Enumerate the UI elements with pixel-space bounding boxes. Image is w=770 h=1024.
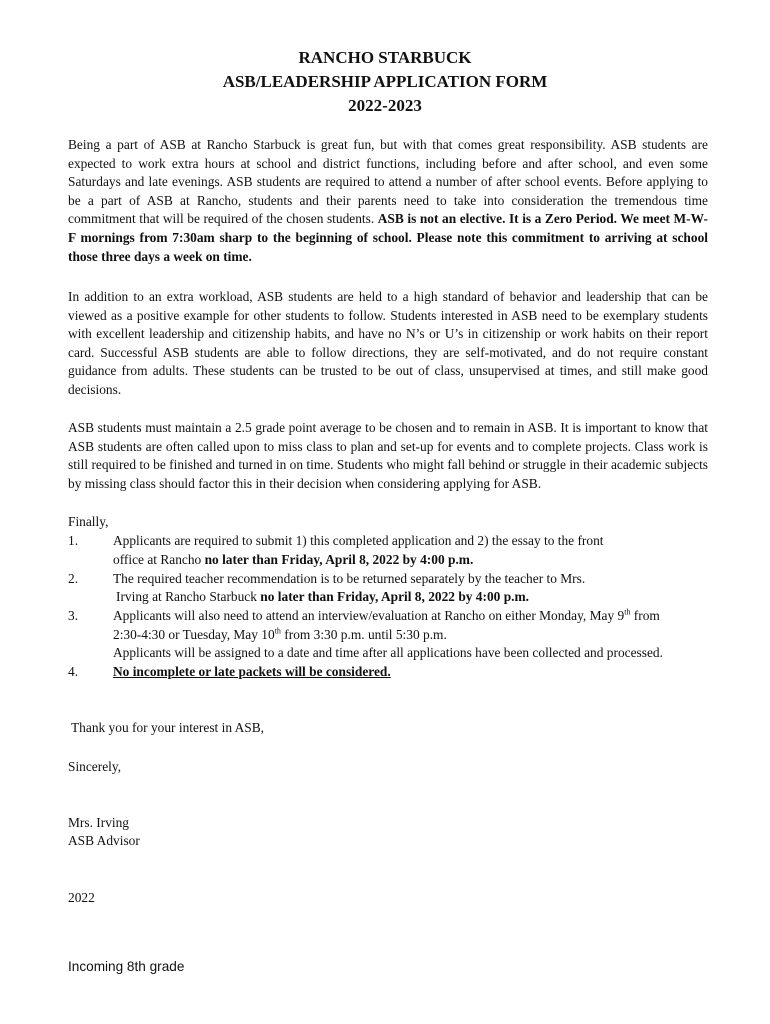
list-item-3-line1a: Applicants will also need to attend an interview/evaluation at Rancho on either Monday, May 9: [113, 608, 625, 623]
intro-text: Being a part of ASB at Rancho Starbuck is great fun, but with that comes great responsibility. ASB students are expected to work extra hours at school and district functions, including before and after school, and even some Saturdays and late evenings. ASB students are required to attend a number of after school events. Before applying to be a part of ASB at Rancho, students and their parents need to take into consideration the tremendous time commitment that will be required of the chosen students.: [68, 137, 708, 227]
list-item-3-sup2: th: [274, 626, 281, 636]
list-item-3-line2a: 2:30-4:30 or Tuesday, May 10: [113, 626, 275, 642]
list-item-2-text: Irving at Rancho Starbuck: [116, 589, 261, 604]
behavior-paragraph: In addition to an extra workload, ASB students are held to a high standard of behavior and leadership that can be viewed as a positive example for other students to follow. Students interested in ASB need to be exemplary students with excellent leadership and citizenship habits, and have no N’s or U’s in citizenship or work habits on their report card. Successful ASB students are able to follow directions, they are self-motivated, and do not require constant guidance from adults. These students can be trusted to be out of class, unsupervised at times, and still make good decisions.: [68, 289, 708, 397]
list-item-2-line2: [116, 588, 529, 607]
closing-thanks: Thank you for your interest in ASB,: [71, 720, 265, 735]
closing-sincerely: Sincerely,: [68, 759, 122, 774]
list-number-3: 3.: [68, 608, 79, 623]
list-item-1-line2: office at Rancho: [113, 551, 205, 567]
list-number-1: 1.: [68, 533, 79, 548]
intro-bold-text: ASB is not an elective. It is a Zero Period. We meet M-W-F mornings from 7:30am sharp to the beginning of school. Please note this commitment to arriving at school those three days a week on time.: [68, 211, 708, 264]
list-item-3-line3: Applicants will be assigned to a date and time after all applications have been collected and processed.: [113, 645, 663, 661]
form-year: 2022-2023: [348, 96, 422, 115]
list-item-3-line1b: from: [630, 608, 660, 623]
signer-name: Mrs. Irving: [68, 815, 129, 830]
signer-role: ASB Advisor: [68, 833, 140, 848]
list-item-3: [113, 607, 713, 663]
school-title: RANCHO STARBUCK: [298, 48, 472, 67]
list-item-3-sup1: th: [624, 607, 631, 617]
footer-year: 2022: [68, 890, 95, 905]
list-item-4-text: No incomplete or late packets will be considered.: [113, 664, 391, 679]
footer-grade: Incoming 8th grade: [68, 959, 185, 974]
form-title: ASB/LEADERSHIP APPLICATION FORM: [222, 72, 548, 91]
list-item-2-deadline: no later than Friday, April 8, 2022 by 4:00 p.m.: [260, 589, 529, 604]
list-item-4: [113, 663, 713, 682]
list-item-3-line2b: from 3:30 p.m. until 5:30 p.m.: [280, 626, 447, 642]
list-number-4: 4.: [68, 664, 79, 679]
gpa-paragraph: ASB students must maintain a 2.5 grade point average to be chosen and to remain in ASB. It is important to know that ASB students are often called upon to miss class to plan and set-up for events and to complete projects. Class work is still required to be finished and turned in on time. Students who might fall behind or struggle in their academic subjects by missing class should factor this in their decision when considering applying for ASB.: [68, 420, 709, 491]
intro-paragraph: [68, 136, 708, 266]
list-item-1: [113, 532, 713, 569]
list-item-1-deadline: no later than Friday, April 8, 2022 by 4:00 p.m.: [204, 551, 474, 567]
list-item-2-line1: The required teacher recommendation is to be returned separately by the teacher to Mrs.: [113, 571, 586, 586]
list-number-2: 2.: [68, 571, 79, 586]
list-item-1-line1: Applicants are required to submit 1) this completed application and 2) the essay to the front: [113, 533, 604, 548]
finally-label: Finally,: [68, 514, 109, 529]
